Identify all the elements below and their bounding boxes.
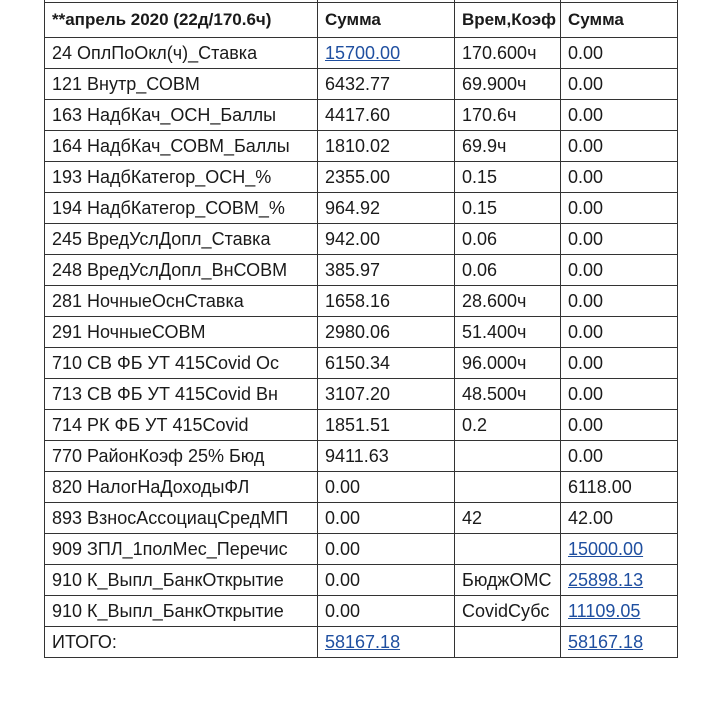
row-withheld: 0.00 [561, 224, 678, 255]
row-time: 0.15 [455, 162, 561, 193]
row-time [455, 472, 561, 503]
table-row [45, 534, 678, 565]
row-name: 121 Внутр_СОВМ [45, 69, 318, 100]
row-name: 164 НадбКач_СОВМ_Баллы [45, 131, 318, 162]
row-accrued: 0.00 [318, 472, 455, 503]
row-withheld[interactable] [561, 534, 678, 565]
row-name: 714 РК ФБ УТ 415Covid [45, 410, 318, 441]
table-row [45, 131, 678, 162]
row-name: 770 РайонКоэф 25% Бюд [45, 441, 318, 472]
row-accrued: 2355.00 [318, 162, 455, 193]
row-withheld: 6118.00 [561, 472, 678, 503]
row-withheld: 0.00 [561, 100, 678, 131]
row-accrued: 0.00 [318, 596, 455, 627]
total-withheld-link[interactable]: 58167.18 [568, 632, 644, 652]
withheld-link[interactable]: 15000.00 [568, 539, 644, 559]
row-time: 96.000ч [455, 348, 561, 379]
row-withheld: 42.00 [561, 503, 678, 534]
total-accrued[interactable] [318, 627, 455, 658]
row-name: 193 НадбКатегор_ОСН_% [45, 162, 318, 193]
row-time [455, 441, 561, 472]
row-name: 291 НочныеСОВМ [45, 317, 318, 348]
total-row [45, 627, 678, 658]
table-row [45, 596, 678, 627]
table-row [45, 255, 678, 286]
total-label: ИТОГО: [45, 627, 318, 658]
column-header-sum-withheld: Сумма [561, 3, 678, 38]
row-accrued: 3107.20 [318, 379, 455, 410]
column-header-sum: Сумма [318, 3, 455, 38]
table-row [45, 441, 678, 472]
row-name: 910 К_Выпл_БанкОткрытие [45, 596, 318, 627]
table-row [45, 193, 678, 224]
period-label: **апрель 2020 (22д/170.6ч) [45, 3, 318, 38]
row-name: 163 НадбКач_ОСН_Баллы [45, 100, 318, 131]
row-withheld: 0.00 [561, 410, 678, 441]
row-time: БюджОМС [455, 565, 561, 596]
table-row [45, 379, 678, 410]
row-accrued: 964.92 [318, 193, 455, 224]
table-row [45, 348, 678, 379]
row-name: 245 ВредУслДопл_Ставка [45, 224, 318, 255]
table-row [45, 410, 678, 441]
row-time: 51.400ч [455, 317, 561, 348]
row-name: 24 ОплПоОкл(ч)_Ставка [45, 38, 318, 69]
row-time: 48.500ч [455, 379, 561, 410]
accrued-link[interactable]: 15700.00 [325, 43, 401, 63]
row-name: 710 СВ ФБ УТ 415Covid Ос [45, 348, 318, 379]
row-withheld: 0.00 [561, 131, 678, 162]
payslip-table [44, 0, 678, 658]
table-row [45, 100, 678, 131]
column-header-row [45, 3, 678, 38]
table-row [45, 565, 678, 596]
row-time: 0.06 [455, 255, 561, 286]
table-row [45, 472, 678, 503]
row-name: 820 НалогНаДоходыФЛ [45, 472, 318, 503]
row-time: 170.6ч [455, 100, 561, 131]
row-time: 28.600ч [455, 286, 561, 317]
total-accrued-link[interactable]: 58167.18 [325, 632, 401, 652]
row-time: 69.900ч [455, 69, 561, 100]
row-withheld[interactable] [561, 565, 678, 596]
row-withheld: 0.00 [561, 441, 678, 472]
table-row [45, 317, 678, 348]
row-time: CovidСубс [455, 596, 561, 627]
row-withheld: 0.00 [561, 255, 678, 286]
table-row [45, 286, 678, 317]
row-accrued: 1851.51 [318, 410, 455, 441]
withheld-link[interactable]: 25898.13 [568, 570, 644, 590]
row-name: 713 СВ ФБ УТ 415Covid Вн [45, 379, 318, 410]
row-accrued: 0.00 [318, 534, 455, 565]
row-time: 42 [455, 503, 561, 534]
row-name: 909 ЗПЛ_1полМес_Перечис [45, 534, 318, 565]
row-accrued: 1810.02 [318, 131, 455, 162]
row-withheld[interactable] [561, 596, 678, 627]
row-time [455, 534, 561, 565]
row-name: 248 ВредУслДопл_ВнСОВМ [45, 255, 318, 286]
row-name: 194 НадбКатегор_СОВМ_% [45, 193, 318, 224]
row-accrued: 0.00 [318, 565, 455, 596]
row-accrued: 1658.16 [318, 286, 455, 317]
row-time: 0.06 [455, 224, 561, 255]
row-accrued: 6432.77 [318, 69, 455, 100]
row-accrued: 9411.63 [318, 441, 455, 472]
row-time: 69.9ч [455, 131, 561, 162]
row-withheld: 0.00 [561, 317, 678, 348]
row-withheld: 0.00 [561, 379, 678, 410]
table-row [45, 224, 678, 255]
total-time [455, 627, 561, 658]
row-name: 281 НочныеОснСтавка [45, 286, 318, 317]
table-row [45, 38, 678, 69]
row-accrued: 6150.34 [318, 348, 455, 379]
row-withheld: 0.00 [561, 193, 678, 224]
row-name: 910 К_Выпл_БанкОткрытие [45, 565, 318, 596]
row-accrued: 0.00 [318, 503, 455, 534]
row-accrued[interactable] [318, 38, 455, 69]
row-accrued: 942.00 [318, 224, 455, 255]
row-withheld: 0.00 [561, 348, 678, 379]
table-row [45, 162, 678, 193]
row-time: 0.2 [455, 410, 561, 441]
row-accrued: 4417.60 [318, 100, 455, 131]
total-withheld[interactable] [561, 627, 678, 658]
row-withheld: 0.00 [561, 162, 678, 193]
table-row [45, 503, 678, 534]
row-time: 170.600ч [455, 38, 561, 69]
row-withheld: 0.00 [561, 38, 678, 69]
row-accrued: 385.97 [318, 255, 455, 286]
table-row [45, 69, 678, 100]
row-time: 0.15 [455, 193, 561, 224]
row-withheld: 0.00 [561, 69, 678, 100]
row-withheld: 0.00 [561, 286, 678, 317]
withheld-link[interactable]: 11109.05 [568, 601, 641, 621]
column-header-time: Врем,Коэф [455, 3, 561, 38]
row-accrued: 2980.06 [318, 317, 455, 348]
row-name: 893 ВзносАссоциацСредМП [45, 503, 318, 534]
